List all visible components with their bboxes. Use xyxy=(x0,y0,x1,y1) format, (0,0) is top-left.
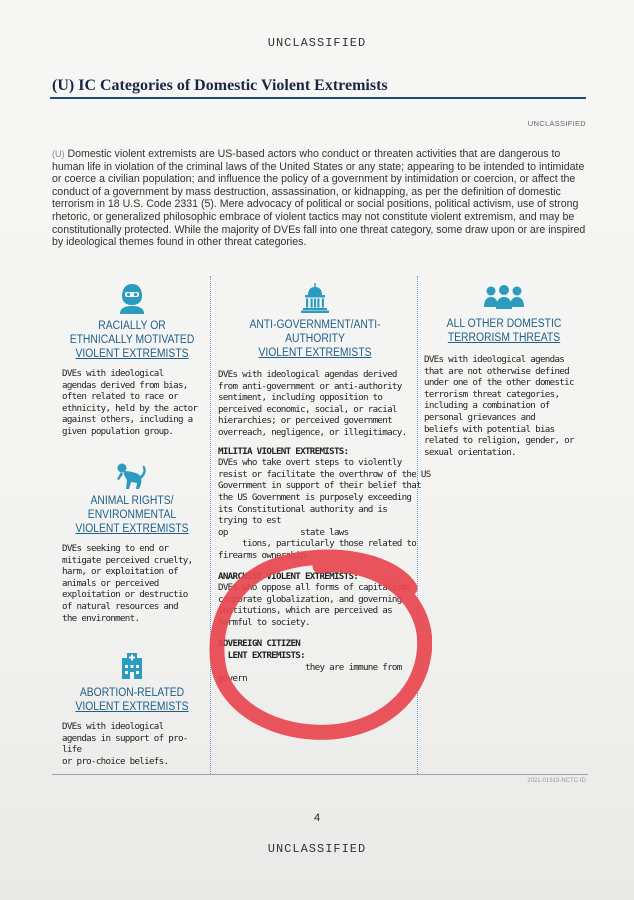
classification-label: UNCLASSIFIED xyxy=(527,119,586,128)
sovereign-citizen-heading: SOVEREIGN CITIZEN LENT EXTREMISTS: xyxy=(218,638,305,662)
category-heading: ALL OTHER DOMESTIC TERRORISM THREATS xyxy=(446,318,562,344)
portion-marking: (U) xyxy=(52,149,65,159)
title-divider xyxy=(50,97,586,99)
category-racially-motivated xyxy=(62,283,202,438)
anarchist-description: DVEs who oppose all forms of capitalism, corporate globalization, and governing institutions, which are perceived as harmful to society. xyxy=(218,582,412,628)
category-heading: RACIALLY OR ETHNICALLY MOTIVATED VIOLENT EXTREMISTS xyxy=(69,320,195,360)
category-description: DVEs with ideological agendas in support of pro-life or pro-choice beliefs. xyxy=(62,721,188,767)
intro-text: Domestic violent extremists are US-based actors who conduct or threaten activities that are dangerous to human life in violation of the criminal laws of the United States or any state; appearing to be intended to intimidate or coerce a civilian population; and influence the policy of a government by intimidation or coercion, or affect the conduct of a government by mass destruction, assassination, or kidnapping, as per the definition of domestic terrorism in 18 U.S. Code 2331 (5). Mere advocacy of political or social positions, political activism, use of strong rhetoric, or generalized philosophic embrace of violent tactics may not constitute violent extremism, and may be constitutionally protected. While the majority of DVEs fall into one threat category, some draw upon or are inspired by ideological themes found in other threat categories. xyxy=(52,148,586,249)
category-heading: ABORTION-RELATED VIOLENT EXTREMISTS xyxy=(75,687,189,713)
category-description: DVEs with ideological agendas derived from bias, often related to race or ethnicity, held by the actor against others, including a given population group. xyxy=(62,368,198,437)
intro-paragraph xyxy=(52,148,588,249)
sovereign-citizen-description: they are immune from govern xyxy=(218,661,402,685)
category-description: DVEs seeking to end or mitigate perceived cruelty, harm, or exploitation of animals or perceived exploitation or destructio of natural resources and the environment. xyxy=(62,543,193,624)
category-all-other xyxy=(424,283,584,458)
category-heading: ANIMAL RIGHTS/ ENVIRONMENTAL VIOLENT EXTREMISTS xyxy=(75,495,189,535)
militia-heading: MILITIA VIOLENT EXTREMISTS: xyxy=(218,445,349,457)
monkey-icon xyxy=(114,462,150,490)
category-description: DVEs with ideological agendas derived from anti-government or anti-authority sentiment, including opposition to perceived economic, social, or racial hierarchies; or perceived government overreach, negligence, or illegitimacy. xyxy=(218,369,407,438)
category-animal-rights xyxy=(62,462,202,624)
footer-divider xyxy=(52,774,588,775)
capitol-building-icon xyxy=(300,283,330,313)
militia-description: DVEs who take overt steps to violently resist or facilitate the overthrow of the US Government in support of their belief that the US Government is purposely exceeding its Constitutional authority and is trying to est op state laws tions, particularly those related to firearms ownership. xyxy=(218,457,431,561)
classification-banner-top: UNCLASSIFIED xyxy=(267,36,367,50)
category-abortion-related xyxy=(62,652,202,767)
anarchist-heading: ANARCHIST VIOLENT EXTREMISTS: xyxy=(218,570,359,582)
classification-banner-bottom: UNCLASSIFIED xyxy=(267,842,367,856)
hospital-icon xyxy=(120,652,144,680)
category-heading: ANTI-GOVERNMENT/ANTI-AUTHORITY VIOLENT EXTREMISTS xyxy=(249,319,381,359)
group-of-people-icon xyxy=(482,283,526,311)
category-description: DVEs with ideological agendas that are not otherwise defined under one of the other domestic terrorism threat categories, including a combination of personal grievances and beliefs with potential bias related to religion, gender, or sexual orientation. xyxy=(424,354,574,458)
page-title: (U) IC Categories of Domestic Violent Extremists xyxy=(52,77,388,94)
masked-person-icon xyxy=(117,283,147,315)
red-circle-annotation xyxy=(204,544,432,744)
page-number: 4 xyxy=(313,812,321,824)
document-code: 2021-01619-NCTC-ID xyxy=(527,778,586,784)
